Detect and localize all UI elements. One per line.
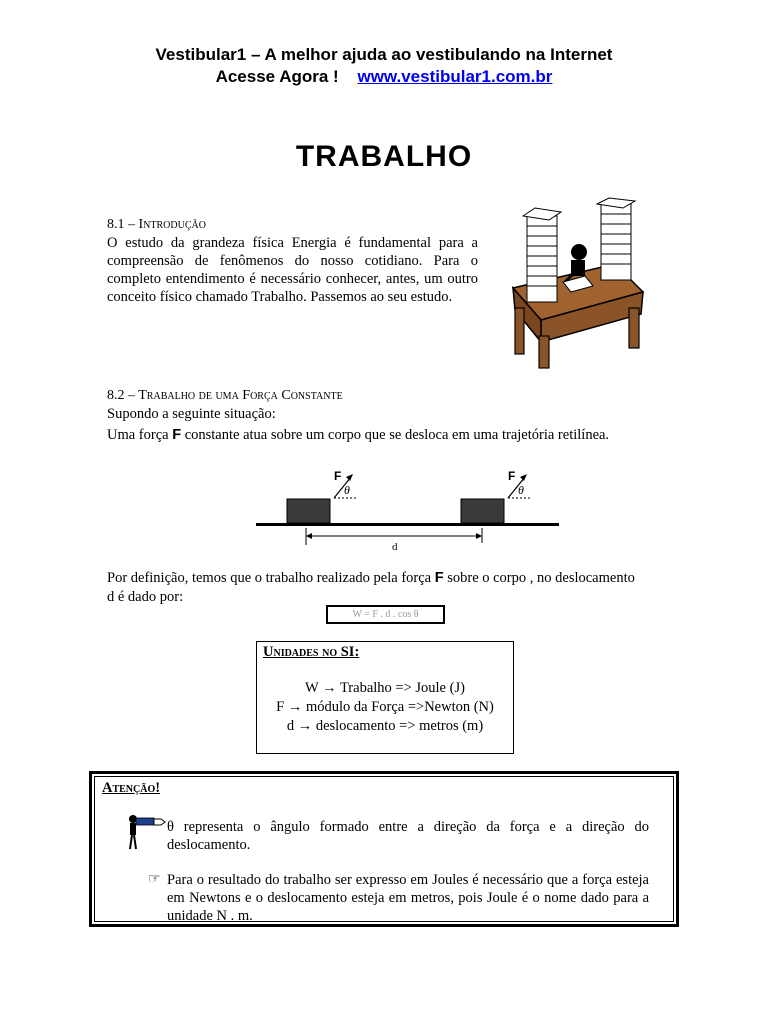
definition-line-1 <box>107 569 635 587</box>
attention-box <box>89 771 679 927</box>
attention-note-2: Para o resultado do trabalho ser expresso em Joules é necessário que a força esteja em Newtons e o deslocamento esteja em metros, pois Joule é o nome dado para a unidade N . m. <box>167 872 649 924</box>
work-formula: W = F . d . cos θ <box>352 609 419 620</box>
hand-pointer-icon: ☞ <box>148 872 161 887</box>
section-2-heading: 8.2 – Trabalho de uma Força Constante <box>107 388 343 403</box>
formula-box <box>326 605 445 624</box>
force-diagram <box>250 462 570 556</box>
definition-before: Por definição, temos que o trabalho realizado pela força <box>107 570 432 586</box>
section-2-line-2-before: Uma força <box>107 427 169 443</box>
header-line-2 <box>0 67 768 87</box>
units-title: Unidades no SI: <box>263 644 360 660</box>
angle-label-left: θ <box>344 483 350 497</box>
definition-line-2: d é dado por: <box>107 589 184 605</box>
distance-label: d <box>392 541 398 553</box>
section-2-line-1: Supondo a seguinte situação: <box>107 406 276 422</box>
section-2-line-2 <box>107 426 609 444</box>
definition-after: sobre o corpo , no deslocamento <box>447 570 635 586</box>
site-link[interactable]: www.vestibular1.com.br <box>357 67 553 86</box>
pointing-person-icon <box>127 813 169 853</box>
block-start <box>287 499 330 523</box>
page-title: TRABALHO <box>295 140 473 173</box>
definition-force-symbol: F <box>434 570 444 586</box>
force-label-right: F <box>508 469 516 483</box>
unit-work: W → Trabalho => Joule (J) <box>305 680 465 696</box>
desk-papers-illustration <box>505 196 645 370</box>
unit-force: F → módulo da Força =>Newton (N) <box>276 699 494 715</box>
attention-title: Atenção! <box>102 780 161 796</box>
attention-note-1: θ representa o ângulo formado entre a direção da força e a direção do deslocamento. <box>167 819 649 853</box>
unit-displacement: d → deslocamento => metros (m) <box>286 718 484 734</box>
header-line-1: Vestibular1 – A melhor ajuda ao vestibulando na Internet <box>155 45 613 64</box>
angle-label-right: θ <box>518 483 524 497</box>
section-1-paragraph: O estudo da grandeza física Energia é fundamental para a compreensão de fenômenos do nosso cotidiano. Para o completo entendimento é necessário conhecer, antes, um outro conceito físico chamado Trabalho. Passemos ao seu estudo. <box>107 235 478 305</box>
block-end <box>461 499 504 523</box>
section-1-heading: 8.1 – Introdução <box>107 217 206 232</box>
units-box <box>256 641 514 754</box>
header-access-text: Acesse Agora ! <box>215 67 339 86</box>
force-label-left: F <box>334 469 342 483</box>
force-symbol: F <box>172 427 182 443</box>
section-2-line-2-after: constante atua sobre um corpo que se desloca em uma trajetória retilínea. <box>184 427 610 443</box>
